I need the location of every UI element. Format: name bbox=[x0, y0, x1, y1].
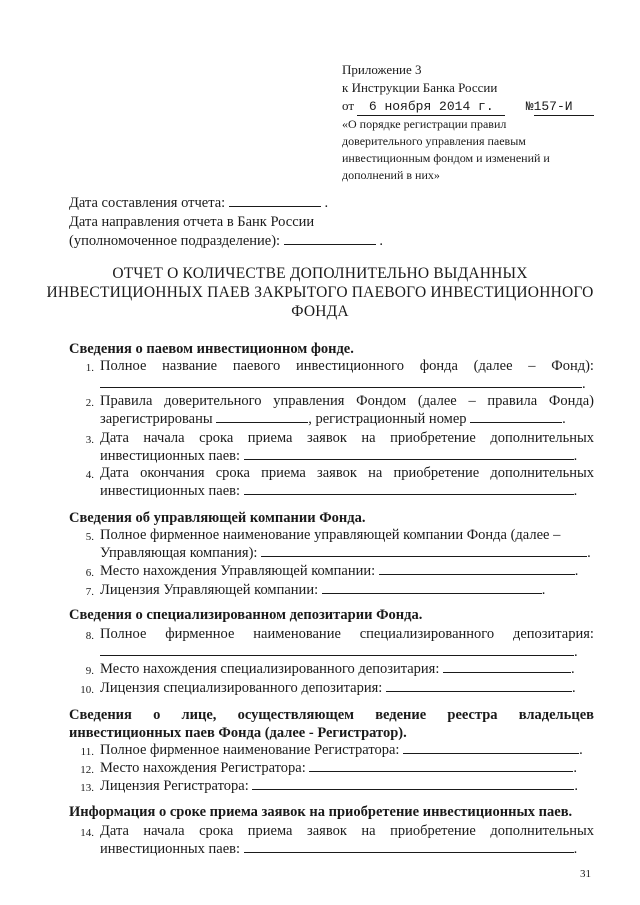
report-title-1: ОТЧЕТ О КОЛИЧЕСТВЕ ДОПОЛНИТЕЛЬНО ВЫДАННЫХ bbox=[112, 265, 528, 282]
dot: . bbox=[562, 411, 566, 427]
dot: . bbox=[573, 841, 578, 857]
item-3-line-2 bbox=[100, 447, 577, 465]
word: инвестиционного bbox=[296, 358, 404, 374]
number-prefix: № bbox=[525, 99, 534, 114]
dot: . bbox=[582, 376, 586, 392]
item-8-blank bbox=[100, 643, 574, 656]
dot: . bbox=[324, 195, 329, 211]
word: реестра bbox=[447, 707, 498, 723]
word: приобретение bbox=[390, 430, 476, 446]
dot: . bbox=[573, 760, 578, 776]
item-4-blank bbox=[244, 482, 574, 495]
word: начала bbox=[143, 823, 185, 839]
word: правила bbox=[487, 393, 538, 409]
item-7-line bbox=[100, 581, 545, 599]
word: дополнительных bbox=[490, 465, 594, 481]
word: фонда bbox=[419, 358, 458, 374]
item-7-label: Лицензия Управляющей компании: bbox=[100, 582, 319, 598]
item-7-blank bbox=[322, 581, 542, 594]
word: Фонд): bbox=[551, 358, 594, 374]
report-title-3: ФОНДА bbox=[291, 303, 349, 320]
word: – bbox=[468, 393, 476, 409]
word: заявок bbox=[306, 823, 347, 839]
dot: . bbox=[587, 545, 591, 561]
item-14-text bbox=[100, 822, 594, 840]
item-11-blank bbox=[403, 741, 579, 754]
word: название bbox=[162, 358, 218, 374]
appendix-label: Приложение 3 bbox=[342, 62, 422, 77]
dot: . bbox=[574, 778, 578, 794]
dot: . bbox=[579, 742, 583, 758]
word: специализированного bbox=[359, 626, 495, 642]
word: управления bbox=[273, 393, 345, 409]
section-registrar-2: инвестиционных паев Фонда (далее - Регистратор). bbox=[69, 725, 407, 741]
word: владельцев bbox=[518, 707, 594, 723]
word: срока bbox=[199, 823, 234, 839]
item-2-line-2 bbox=[100, 410, 566, 428]
dot: . bbox=[541, 582, 546, 598]
word: заявок bbox=[317, 465, 357, 481]
item-12-label: Место нахождения Регистратора: bbox=[100, 760, 306, 776]
word: Фонда) bbox=[548, 393, 594, 409]
item-14-line-2 bbox=[100, 840, 577, 858]
dot: . bbox=[574, 563, 579, 579]
word: доверительного bbox=[164, 393, 262, 409]
word: Дата bbox=[100, 823, 129, 839]
item-11-line bbox=[100, 741, 583, 759]
item-8-blank-line bbox=[100, 643, 578, 661]
word: Полное bbox=[100, 626, 147, 642]
item-13-line bbox=[100, 777, 578, 795]
word: срока bbox=[215, 465, 250, 481]
instruction-title-3: инвестиционным фондом и изменений и bbox=[342, 151, 550, 165]
word: Сведения bbox=[69, 707, 132, 723]
item-12-blank bbox=[309, 759, 573, 772]
dot: . bbox=[571, 680, 576, 696]
word: депозитария: bbox=[512, 626, 594, 642]
report-sent-line bbox=[69, 232, 383, 250]
report-sent-blank bbox=[284, 232, 376, 245]
section-fund: Сведения о паевом инвестиционном фонде. bbox=[69, 341, 354, 357]
item-number: 8. bbox=[85, 630, 94, 642]
item-5-text: Полное фирменное наименование управляющей компании Фонда (далее – bbox=[100, 527, 561, 543]
item-5-blank bbox=[261, 544, 587, 557]
item-2-date-blank bbox=[216, 410, 308, 423]
dot: . bbox=[379, 233, 383, 249]
word: заявок bbox=[306, 430, 347, 446]
word: начала bbox=[143, 430, 185, 446]
dot: . bbox=[573, 448, 578, 464]
dot: . bbox=[573, 483, 578, 499]
item-9-blank bbox=[443, 660, 571, 673]
item-14-blank bbox=[244, 840, 574, 853]
instruction-title-4: дополнений в них» bbox=[342, 168, 440, 182]
word: (далее bbox=[473, 358, 513, 374]
word: Полное bbox=[100, 358, 147, 374]
item-6-line bbox=[100, 562, 578, 580]
item-4-label: инвестиционных паев: bbox=[100, 483, 241, 499]
word: осуществляющем bbox=[237, 707, 355, 723]
word: Правила bbox=[100, 393, 153, 409]
word: Фондом bbox=[356, 393, 407, 409]
word: наименование bbox=[253, 626, 341, 642]
item-4-line-2 bbox=[100, 482, 577, 500]
item-2-regnum-label: , регистрационный номер bbox=[308, 411, 467, 427]
item-number: 7. bbox=[85, 586, 94, 598]
report-compiled-date bbox=[69, 194, 328, 212]
word: окончания bbox=[140, 465, 205, 481]
item-3-blank bbox=[244, 447, 574, 460]
item-13-label: Лицензия Регистратора: bbox=[100, 778, 249, 794]
item-1-blank bbox=[100, 375, 582, 388]
item-number: 9. bbox=[85, 665, 94, 677]
section-company: Сведения об управляющей компании Фонда. bbox=[69, 510, 366, 526]
report-compiled-blank bbox=[229, 194, 321, 207]
dot: . bbox=[574, 644, 578, 660]
item-number: 14. bbox=[80, 827, 94, 839]
item-2-regnum-blank bbox=[470, 410, 562, 423]
report-compiled-label: Дата составления отчета: bbox=[69, 195, 226, 211]
word: фирменное bbox=[165, 626, 235, 642]
word: дополнительных bbox=[490, 430, 594, 446]
instruction-title-2: доверительного управления паевым bbox=[342, 134, 526, 148]
item-12-line bbox=[100, 759, 577, 777]
item-10-label: Лицензия специализированного депозитария: bbox=[100, 680, 383, 696]
item-number: 2. bbox=[85, 397, 94, 409]
item-3-text bbox=[100, 429, 594, 447]
item-number: 4. bbox=[85, 469, 94, 481]
instruction-number: 157-И bbox=[534, 99, 594, 116]
item-2-registered-label: зарегистрированы bbox=[100, 411, 213, 427]
item-1-blank-line bbox=[100, 375, 586, 393]
item-5-line-2 bbox=[100, 544, 591, 562]
report-sent-label-2: (уполномоченное подразделение): bbox=[69, 233, 281, 249]
item-number: 1. bbox=[85, 362, 94, 374]
item-10-line bbox=[100, 679, 576, 697]
report-sent-label-1: Дата направления отчета в Банк России bbox=[69, 214, 315, 230]
item-14-label: инвестиционных паев: bbox=[100, 841, 241, 857]
word: о bbox=[153, 707, 161, 723]
item-6-label: Место нахождения Управляющей компании: bbox=[100, 563, 376, 579]
word: – bbox=[528, 358, 536, 374]
word: лице, bbox=[181, 707, 217, 723]
item-2-text bbox=[100, 392, 594, 410]
dot: . bbox=[571, 661, 575, 677]
instruction-date: 6 ноября 2014 г. bbox=[357, 99, 505, 116]
section-registrar-1 bbox=[69, 706, 594, 724]
word: приема bbox=[261, 465, 306, 481]
item-number: 13. bbox=[80, 782, 94, 794]
word: срока bbox=[199, 430, 234, 446]
word: приобретение bbox=[390, 823, 476, 839]
page-number: 31 bbox=[580, 868, 591, 880]
item-3-label: инвестиционных паев: bbox=[100, 448, 241, 464]
word: Дата bbox=[100, 465, 129, 481]
section-depository: Сведения о специализированном депозитарии Фонда. bbox=[69, 607, 423, 623]
item-9-line bbox=[100, 660, 575, 678]
item-11-label: Полное фирменное наименование Регистратора: bbox=[100, 742, 400, 758]
item-number: 3. bbox=[85, 434, 94, 446]
word: (далее bbox=[417, 393, 457, 409]
item-number: 5. bbox=[85, 531, 94, 543]
word: паевого bbox=[232, 358, 281, 374]
word: на bbox=[368, 465, 383, 481]
section-term: Информация о сроке приема заявок на приобретение инвестиционных паев. bbox=[69, 804, 573, 820]
item-number: 10. bbox=[80, 684, 94, 696]
instruction-title-1: «О порядке регистрации правил bbox=[342, 117, 507, 131]
item-10-blank bbox=[386, 679, 572, 692]
word: ведение bbox=[375, 707, 427, 723]
word: приема bbox=[247, 823, 293, 839]
word: приема bbox=[247, 430, 293, 446]
item-5-label: Управляющая компания): bbox=[100, 545, 258, 561]
date-prefix: от bbox=[342, 98, 355, 113]
item-13-blank bbox=[252, 777, 574, 790]
word: дополнительных bbox=[490, 823, 594, 839]
item-number: 12. bbox=[80, 764, 94, 776]
item-6-blank bbox=[379, 562, 575, 575]
word: Дата bbox=[100, 430, 129, 446]
word: приобретение bbox=[393, 465, 480, 481]
item-number: 6. bbox=[85, 567, 94, 579]
report-title-2: ИНВЕСТИЦИОННЫХ ПАЕВ ЗАКРЫТОГО ПАЕВОГО ИНВЕСТИЦИОННОГО bbox=[46, 284, 594, 301]
item-number: 11. bbox=[80, 746, 94, 758]
item-9-label: Место нахождения специализированного депозитария: bbox=[100, 661, 440, 677]
item-4-text bbox=[100, 464, 594, 482]
item-1-text bbox=[100, 357, 594, 375]
instruction-date-line bbox=[342, 98, 594, 116]
instruction-ref: к Инструкции Банка России bbox=[342, 80, 498, 95]
word: на bbox=[361, 823, 376, 839]
word: на bbox=[361, 430, 376, 446]
item-8-text bbox=[100, 625, 594, 643]
